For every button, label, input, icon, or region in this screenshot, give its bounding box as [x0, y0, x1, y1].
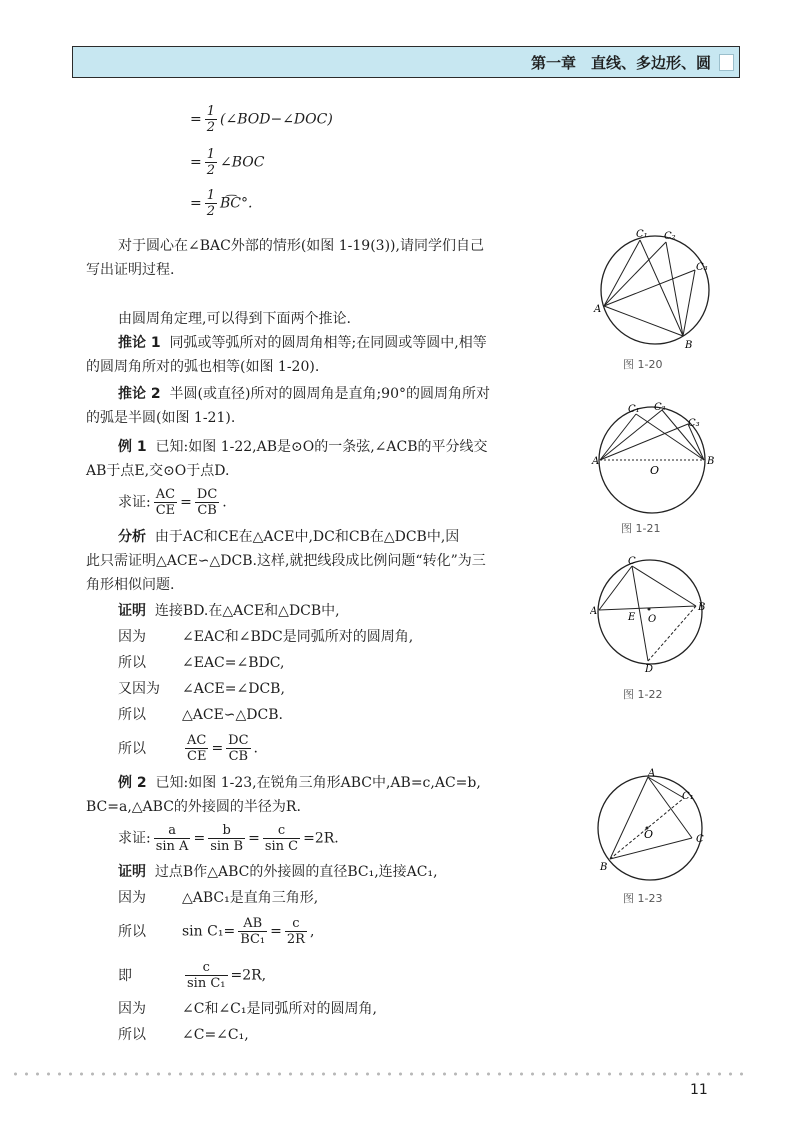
denominator: 2R — [286, 932, 305, 947]
label-b: B — [600, 862, 608, 873]
fraction — [205, 147, 217, 178]
derivation-line-3 — [190, 188, 252, 219]
numerator: AC — [185, 733, 208, 749]
para1-line2: 写出证明过程. — [86, 262, 175, 278]
label-c1: C₁ — [628, 404, 640, 415]
label-a: A — [592, 456, 600, 467]
figure-1-22 — [590, 556, 720, 676]
step-text: ∠EAC和∠BDC是同弧所对的圆周角, — [182, 629, 414, 645]
label-b: B — [698, 602, 706, 613]
label-a: A — [594, 304, 602, 315]
expression: =2R, — [230, 967, 267, 984]
proof2-line1 — [118, 862, 438, 882]
figure-1-20-caption: 图 1-20 — [623, 358, 663, 371]
label-b: B — [685, 340, 693, 351]
numerator: c — [263, 823, 300, 839]
analysis-text: 由于AC和CE在△ACE中,DC和CB在△DCB中,因 — [154, 529, 460, 545]
eq-sign: = — [190, 111, 202, 128]
expression: B͡C°. — [220, 195, 253, 212]
step-keyword: 所以 — [118, 923, 146, 940]
denominator: 2 — [206, 204, 216, 219]
step-keyword: 所以 — [118, 707, 146, 723]
segments — [610, 777, 692, 859]
proof-step-1 — [118, 627, 413, 647]
analysis-line2: 此只需证明△ACE∽△DCB.这样,就把线段成比例问题“转化”为三 — [86, 553, 486, 569]
figure-1-22-caption: 图 1-22 — [623, 688, 663, 701]
prove-label: 求证: — [118, 494, 151, 511]
corollary-1-text: 同弧或等弧所对的圆周角相等;在同圆或等圆中,相等 — [169, 335, 487, 351]
figure-1-21-caption: 图 1-21 — [621, 522, 661, 535]
step-keyword: 又因为 — [118, 681, 160, 697]
circle — [601, 236, 709, 344]
example-2-prove — [118, 823, 339, 854]
label-o: O — [648, 614, 657, 625]
corollary-1-line1 — [118, 333, 487, 353]
fraction — [154, 823, 191, 854]
eq-sign: = — [248, 830, 260, 847]
fraction — [205, 104, 217, 135]
numerator: 1 — [206, 147, 216, 162]
corollary-2-text: 半圆(或直径)所对的圆周角是直角;90°的圆周角所对 — [169, 386, 490, 402]
step-text: ∠C=∠C₁, — [182, 1027, 249, 1043]
page-number: 11 — [690, 1082, 708, 1098]
eq-sign: = — [190, 195, 202, 212]
denominator: CE — [187, 749, 207, 764]
figure-1-23 — [590, 766, 720, 886]
fraction — [263, 823, 300, 854]
figure-1-23-caption: 图 1-23 — [623, 892, 663, 905]
proof-label: 证明 — [118, 603, 146, 619]
step-text: △ABC₁是直角三角形, — [182, 890, 319, 906]
figure-1-21 — [590, 400, 720, 520]
proof-step-3 — [118, 679, 285, 699]
label-c2: C₂ — [664, 231, 676, 242]
proof-step-4 — [118, 705, 283, 725]
eq-sign: = — [190, 154, 202, 171]
step-text: ∠ACE=∠DCB, — [182, 681, 285, 697]
corollary-2-label: 推论 2 — [118, 386, 161, 402]
proof2-step-1 — [118, 888, 318, 908]
step-keyword: 所以 — [118, 1027, 146, 1043]
fraction — [185, 733, 208, 764]
label-c: C — [628, 556, 636, 567]
label-a: A — [648, 768, 656, 779]
fraction — [205, 188, 217, 219]
denominator: 2 — [206, 120, 216, 135]
example-1-line1 — [118, 437, 488, 457]
expression: (∠BOD−∠DOC) — [220, 111, 333, 128]
label-c1: C₁ — [682, 791, 694, 802]
step-text: △ACE∽△DCB. — [182, 707, 283, 723]
proof2-text: 过点B作△ABC的外接圆的直径BC₁,连接AC₁, — [154, 864, 438, 880]
label-b: B — [707, 456, 715, 467]
chapter-header-bar — [72, 46, 740, 78]
label-e: E — [628, 612, 636, 623]
expression: ∠BOC — [220, 154, 265, 171]
step-text: ∠EAC=∠BDC, — [182, 655, 285, 671]
proof-text: 连接BD.在△ACE和△DCB中, — [154, 603, 340, 619]
numerator: AB — [238, 916, 267, 932]
label-c3: C₃ — [688, 418, 700, 429]
eq-sign: = — [193, 830, 206, 847]
step-keyword: 因为 — [118, 629, 146, 645]
numerator: a — [154, 823, 191, 839]
denominator: CB — [197, 503, 217, 518]
denominator: BC₁ — [240, 932, 266, 947]
numerator: DC — [228, 733, 249, 748]
example-1-label: 例 1 — [118, 439, 147, 455]
numerator: b — [208, 823, 245, 839]
fraction — [185, 960, 228, 991]
proof-step-5 — [118, 733, 258, 764]
step-keyword: 因为 — [118, 1001, 146, 1017]
label-c: C — [696, 834, 704, 845]
fraction — [208, 823, 245, 854]
para1-line1: 对于圆心在∠BAC外部的情形(如图 1-19(3)),请同学们自己 — [118, 238, 484, 254]
corollary-2-line2: 的弧是半圆(如图 1-21). — [86, 410, 236, 426]
example-2-text: 已知:如图 1-23,在锐角三角形ABC中,AB=c,AC=b, — [155, 775, 481, 791]
example-1-line2: AB于点E,交⊙O于点D. — [86, 463, 230, 479]
proof2-step-3 — [118, 960, 266, 991]
proof2-step-2 — [118, 916, 314, 947]
header-corner-tab — [719, 54, 734, 71]
period: . — [253, 740, 258, 757]
period: , — [309, 923, 315, 940]
proof2-label: 证明 — [118, 864, 146, 880]
fraction — [226, 733, 250, 764]
numerator: AC — [154, 487, 177, 503]
analysis-line3: 角形相似问题. — [86, 577, 175, 593]
eq-sign: = — [270, 923, 282, 940]
corollary-1-line2: 的圆周角所对的弧也相等(如图 1-20). — [86, 359, 320, 375]
step-keyword: 即 — [118, 967, 132, 984]
expression: =2R. — [303, 830, 339, 847]
label-o: O — [644, 828, 654, 841]
denominator: sin B — [210, 839, 244, 854]
para2: 由圆周角定理,可以得到下面两个推论. — [118, 311, 351, 327]
step-text: ∠C和∠C₁是同弧所对的圆周角, — [182, 1001, 377, 1017]
chords — [604, 240, 695, 336]
label-c1: C₁ — [636, 229, 648, 240]
step-keyword: 所以 — [118, 655, 146, 671]
denominator: sin A — [155, 839, 189, 854]
denominator: sin C — [264, 839, 299, 854]
eq-sign: = — [211, 740, 224, 757]
example-2-line2: BC=a,△ABC的外接圆的半径为R. — [86, 799, 301, 815]
example-2-line1 — [118, 773, 481, 793]
fraction — [285, 916, 307, 947]
fraction — [154, 487, 177, 518]
fraction — [195, 487, 219, 518]
example-2-label: 例 2 — [118, 775, 147, 791]
expression: sin C₁= — [182, 923, 236, 940]
numerator: c — [185, 960, 228, 976]
label-d: D — [645, 664, 654, 675]
fraction — [238, 916, 267, 947]
step-keyword: 所以 — [118, 740, 146, 757]
denominator: sin C₁ — [187, 976, 226, 991]
center-point — [648, 608, 651, 611]
eq-sign: = — [180, 494, 192, 511]
analysis-line1 — [118, 527, 459, 547]
proof-step-2 — [118, 653, 284, 673]
numerator: 1 — [206, 188, 216, 203]
analysis-label: 分析 — [118, 529, 146, 545]
numerator: c — [285, 916, 307, 932]
corollary-1-label: 推论 1 — [118, 335, 161, 351]
derivation-line-1 — [190, 104, 333, 135]
proof2-step-4 — [118, 999, 377, 1019]
example-1-text: 已知:如图 1-22,AB是⊙O的一条弦,∠ACB的平分线交 — [155, 439, 488, 455]
example-1-prove — [118, 487, 227, 518]
denominator: CE — [155, 503, 176, 518]
denominator: 2 — [206, 163, 216, 178]
numerator: 1 — [206, 104, 216, 119]
label-o: O — [650, 464, 660, 477]
label-a: A — [590, 606, 598, 617]
derivation-line-2 — [190, 147, 264, 178]
circle — [598, 560, 702, 664]
proof-line1 — [118, 601, 340, 621]
figure-1-20 — [590, 228, 720, 358]
label-c3: C₃ — [696, 262, 708, 273]
denominator: CB — [228, 749, 249, 764]
corollary-2-line1 — [118, 384, 490, 404]
footer-dotted-rule — [10, 1072, 750, 1076]
period: . — [222, 494, 227, 511]
prove-label: 求证: — [118, 830, 151, 847]
label-c2: C₂ — [654, 402, 666, 413]
chapter-title: 第一章 直线、多边形、圆 — [530, 54, 711, 72]
proof2-step-5 — [118, 1025, 249, 1045]
numerator: DC — [196, 487, 218, 502]
step-keyword: 因为 — [118, 890, 146, 906]
